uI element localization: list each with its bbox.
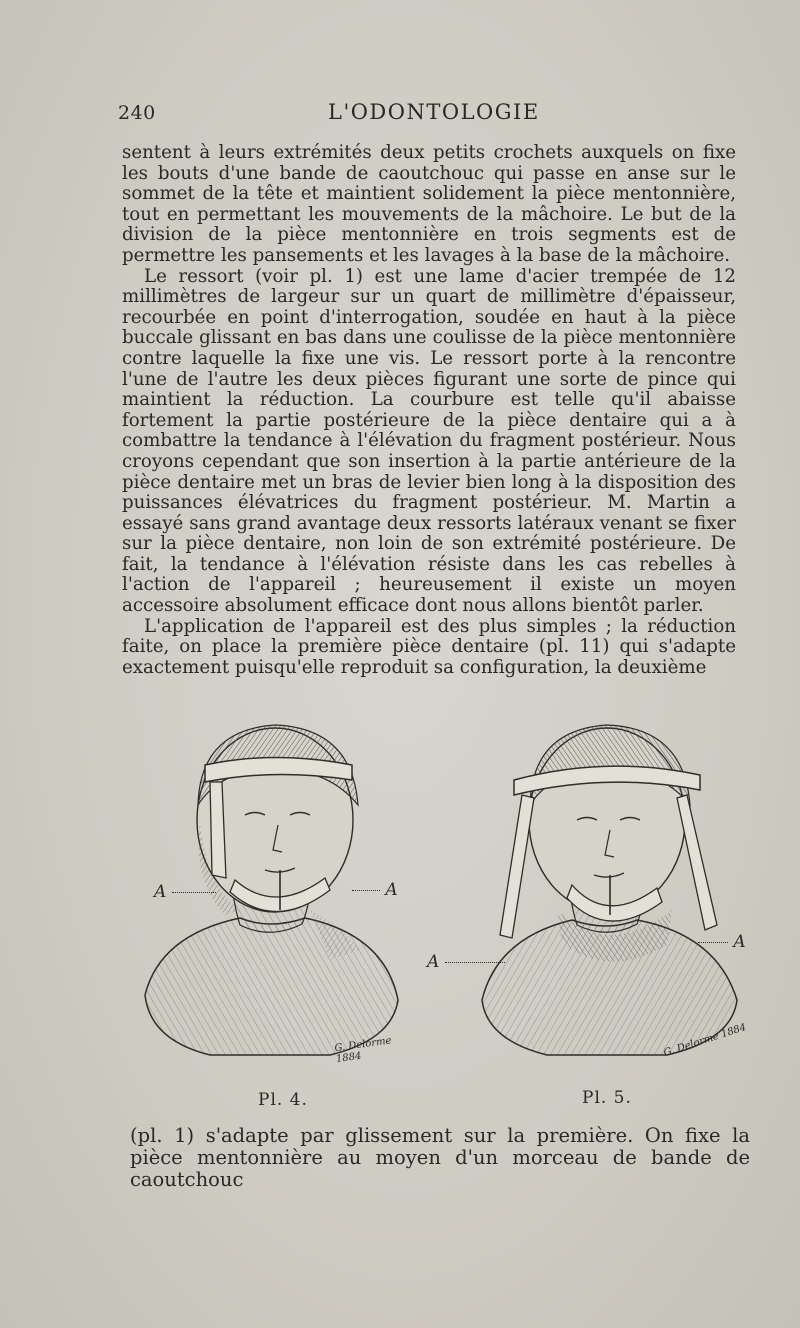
continuation-paragraph: (pl. 1) s'adapte par glissement sur la première. On fixe la pièce mentonnière au moyen d'un morceau de bande de caoutchouc xyxy=(130,1124,750,1191)
plate-4-illustration xyxy=(130,710,410,1075)
plate-5-engraving xyxy=(472,710,752,1075)
paragraph-3: L'application de l'appareil est des plus simples ; la réduction faite, on place la première pièce dentaire (pl. 11) qui s'adapte exactement puisqu'elle reproduit sa configuration, la deuxième xyxy=(122,615,736,678)
figures-area xyxy=(120,710,760,1110)
plate-4-callout-right xyxy=(352,880,398,900)
paragraph-1: sentent à leurs extrémités deux petits crochets auxquels on fixe les bouts d'une bande de caoutchouc qui passe en anse sur le sommet de la tête et maintient solidement la pièce mentonnière, tout en permettant les mouvements de la mâchoire. Le but de la division de la pièce mentonnière en trois segments est de permettre les pansements et les lavages à la base de la mâchoire. xyxy=(122,142,736,266)
plate-5-leader-right xyxy=(698,942,728,943)
plate-4-signature: G. Delorme 1884 xyxy=(333,1035,393,1066)
plate-5-signature: G. Delorme 1884 xyxy=(662,1021,748,1060)
plate-5-callout-right-label: A xyxy=(733,932,746,952)
plate-5-illustration xyxy=(427,710,752,1075)
plate-4-callout-left-label: A xyxy=(154,882,167,902)
paragraph-2: Le ressort (voir pl. 1) est une lame d'acier trempée de 12 millimètres de largeur sur un quart de millimètre d'épaisseur, recourbée en point d'interrogation, soudée en haut à la pièce buccale glissant en bas dans une coulisse de la pièce mentonnière contre laquelle la fixe une vis. Le ressort porte à la rencontre l'une de l'autre les deux pièces figurant une sorte de pince qui maintient la réduction. La courbure est telle qu'il abaisse fortement la partie postérieure de la pièce dentaire qui a à combattre la tendance à l'élévation du fragment postérieur. Nous croyons cependant que son insertion à la partie antérieure de la pièce dentaire met un bras de levier bien long à la disposition des puissances élévatrices du fragment postérieur. M. Martin a essayé sans grand avantage deux ressorts latéraux venant se fixer sur la pièce dentaire, non loin de son extrémité postérieure. De fait, la tendance à l'élévation résiste dans les cas rebelles à l'action de l'appareil ; heureusement il existe un moyen accessoire absolument efficace dont nous allons bientôt parler. xyxy=(122,265,736,617)
plate-4-callout-left xyxy=(154,882,216,902)
plate-5-callout-left-label: A xyxy=(427,952,440,972)
plate-5-callout-right xyxy=(698,932,746,952)
page-header xyxy=(118,98,738,126)
plate-4-callout-right-label: A xyxy=(385,880,398,900)
plate-4-leader-left xyxy=(172,892,216,893)
page-number: 240 xyxy=(118,102,156,124)
running-title: L'ODONTOLOGIE xyxy=(328,100,540,124)
plate-5-leader-left xyxy=(445,962,505,963)
plate-5-caption: Pl. 5. xyxy=(582,1088,632,1108)
plate-4-leader-right xyxy=(352,890,380,891)
plate-5-callout-left xyxy=(427,952,505,972)
plate-4-caption: Pl. 4. xyxy=(258,1090,308,1110)
body-text xyxy=(122,143,736,678)
